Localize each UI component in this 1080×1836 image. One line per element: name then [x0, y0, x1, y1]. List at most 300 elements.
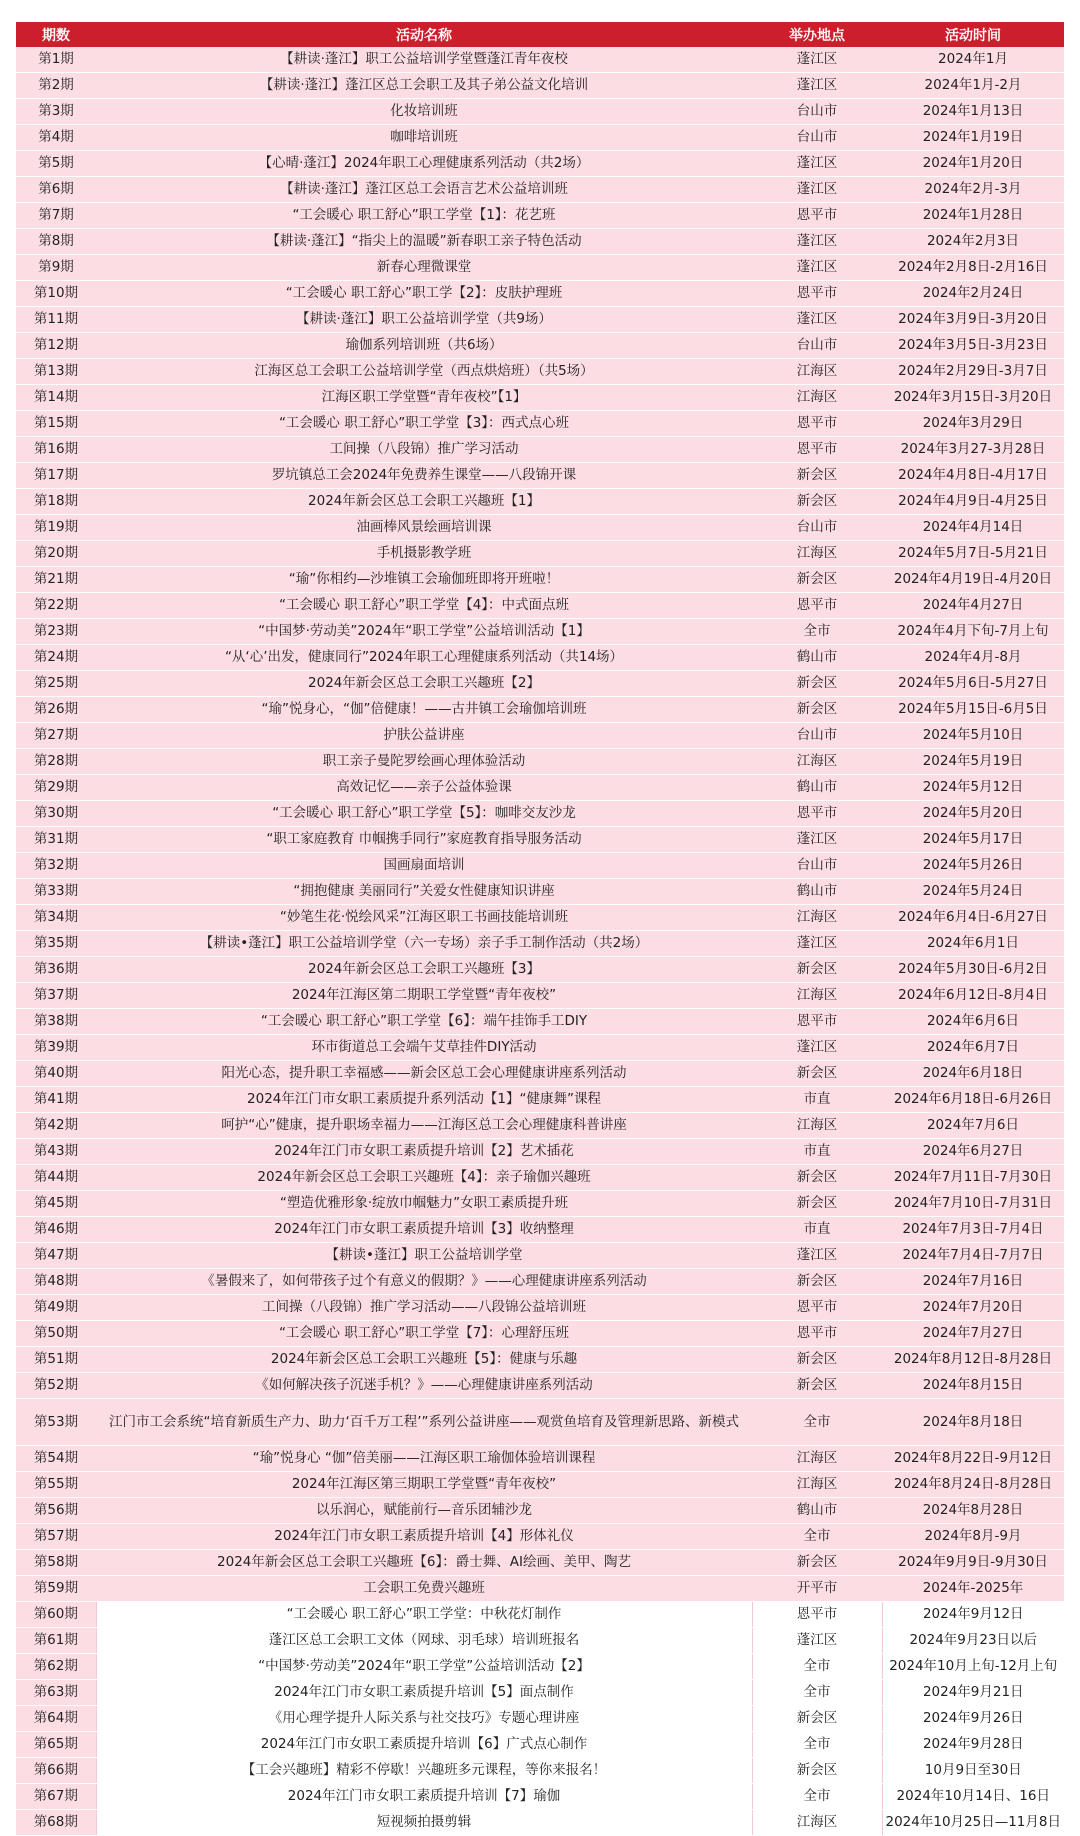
cell-activity-time: 2024年8月22日-9月12日 — [882, 1446, 1064, 1472]
cell-period: 第67期 — [16, 1784, 96, 1810]
cell-location: 蓬江区 — [752, 255, 882, 281]
cell-activity-name: “拥抱健康 美丽同行”关爱女性健康知识讲座 — [96, 879, 752, 905]
cell-period: 第2期 — [16, 73, 96, 99]
cell-location: 蓬江区 — [752, 177, 882, 203]
cell-location: 鹤山市 — [752, 775, 882, 801]
cell-activity-name: 工间操（八段锦）推广学习活动 — [96, 437, 752, 463]
cell-activity-time: 2024年7月10日-7月31日 — [882, 1191, 1064, 1217]
cell-activity-name: 2024年江门市女职工素质提升培训【7】瑜伽 — [96, 1784, 752, 1810]
cell-period: 第6期 — [16, 177, 96, 203]
cell-location: 全市 — [752, 1784, 882, 1810]
cell-period: 第4期 — [16, 125, 96, 151]
cell-activity-name: “瑜”你相约—沙堆镇工会瑜伽班即将开班啦！ — [96, 567, 752, 593]
cell-activity-time: 2024年1月13日 — [882, 99, 1064, 125]
cell-location: 恩平市 — [752, 1321, 882, 1347]
cell-location: 恩平市 — [752, 203, 882, 229]
cell-activity-time: 2024年6月4日-6月27日 — [882, 905, 1064, 931]
cell-activity-time: 2024年8月28日 — [882, 1498, 1064, 1524]
cell-period: 第57期 — [16, 1524, 96, 1550]
cell-period: 第34期 — [16, 905, 96, 931]
table-row — [16, 1399, 1064, 1446]
cell-location: 江海区 — [752, 541, 882, 567]
cell-location: 江海区 — [752, 1810, 882, 1836]
table-row — [16, 1680, 1064, 1706]
cell-location: 新会区 — [752, 1165, 882, 1191]
cell-location: 市直 — [752, 1217, 882, 1243]
cell-activity-name: 【耕读·蓬江】“指尖上的温暖”新春职工亲子特色活动 — [96, 229, 752, 255]
cell-location: 恩平市 — [752, 1295, 882, 1321]
cell-location: 蓬江区 — [752, 307, 882, 333]
cell-period: 第62期 — [16, 1654, 96, 1680]
cell-activity-name: 咖啡培训班 — [96, 125, 752, 151]
cell-activity-name: 《如何解决孩子沉迷手机？》——心理健康讲座系列活动 — [96, 1373, 752, 1399]
cell-activity-name: 化妆培训班 — [96, 99, 752, 125]
cell-activity-time: 2024年5月19日 — [882, 749, 1064, 775]
cell-activity-time: 2024年4月下旬-7月上旬 — [882, 619, 1064, 645]
cell-activity-name: 职工亲子曼陀罗绘画心理体验活动 — [96, 749, 752, 775]
cell-period: 第56期 — [16, 1498, 96, 1524]
cell-activity-name: 高效记忆——亲子公益体验课 — [96, 775, 752, 801]
cell-location: 新会区 — [752, 1550, 882, 1576]
cell-activity-name: 环市街道总工会端午艾草挂件DIY活动 — [96, 1035, 752, 1061]
cell-period: 第54期 — [16, 1446, 96, 1472]
cell-activity-time: 2024年7月4日-7月7日 — [882, 1243, 1064, 1269]
cell-activity-name: “瑜”悦身心，“伽”倍健康！——古井镇工会瑜伽培训班 — [96, 697, 752, 723]
cell-activity-name: “职工家庭教育 巾帼携手同行”家庭教育指导服务活动 — [96, 827, 752, 853]
table-row — [16, 697, 1064, 723]
table-row — [16, 1446, 1064, 1472]
cell-location: 江海区 — [752, 1113, 882, 1139]
cell-location: 全市 — [752, 619, 882, 645]
table-row — [16, 1758, 1064, 1784]
cell-location: 市直 — [752, 1139, 882, 1165]
cell-period: 第28期 — [16, 749, 96, 775]
cell-period: 第27期 — [16, 723, 96, 749]
cell-activity-name: 以乐润心，赋能前行—音乐团辅沙龙 — [96, 1498, 752, 1524]
cell-period: 第5期 — [16, 151, 96, 177]
cell-location: 鹤山市 — [752, 879, 882, 905]
table-row — [16, 73, 1064, 99]
cell-activity-time: 2024年8月12日-8月28日 — [882, 1347, 1064, 1373]
table-row — [16, 333, 1064, 359]
cell-activity-name: “中国梦·劳动美”2024年“职工学堂”公益培训活动【1】 — [96, 619, 752, 645]
cell-activity-name: 罗坑镇总工会2024年免费养生课堂——八段锦开课 — [96, 463, 752, 489]
cell-activity-time: 2024年6月27日 — [882, 1139, 1064, 1165]
cell-activity-name: 护肤公益讲座 — [96, 723, 752, 749]
cell-period: 第31期 — [16, 827, 96, 853]
table-row — [16, 957, 1064, 983]
cell-location: 新会区 — [752, 697, 882, 723]
cell-activity-time: 2024年1月20日 — [882, 151, 1064, 177]
cell-activity-time: 2024年1月 — [882, 47, 1064, 73]
table-row — [16, 463, 1064, 489]
cell-period: 第58期 — [16, 1550, 96, 1576]
cell-activity-name: 呵护“心”健康，提升职场幸福力——江海区总工会心理健康科普讲座 — [96, 1113, 752, 1139]
table-row — [16, 385, 1064, 411]
cell-location: 新会区 — [752, 1269, 882, 1295]
table-row — [16, 1217, 1064, 1243]
cell-location: 新会区 — [752, 1061, 882, 1087]
header-period: 期数 — [16, 22, 96, 47]
cell-location: 江海区 — [752, 905, 882, 931]
cell-activity-time: 2024年3月15日-3月20日 — [882, 385, 1064, 411]
cell-activity-time: 2024年9月26日 — [882, 1706, 1064, 1732]
cell-location: 蓬江区 — [752, 1628, 882, 1654]
cell-activity-name: “工会暖心 职工舒心”职工学堂【1】：花艺班 — [96, 203, 752, 229]
cell-period: 第20期 — [16, 541, 96, 567]
cell-activity-time: 2024年5月15日-6月5日 — [882, 697, 1064, 723]
cell-activity-time: 2024年4月-8月 — [882, 645, 1064, 671]
cell-period: 第23期 — [16, 619, 96, 645]
cell-activity-time: 2024年6月12日-8月4日 — [882, 983, 1064, 1009]
cell-location: 鹤山市 — [752, 1498, 882, 1524]
table-row — [16, 1269, 1064, 1295]
cell-period: 第61期 — [16, 1628, 96, 1654]
cell-activity-time: 2024年5月30日-6月2日 — [882, 957, 1064, 983]
table-row — [16, 827, 1064, 853]
cell-activity-time: 2024年9月21日 — [882, 1680, 1064, 1706]
cell-activity-name: 【心晴·蓬江】2024年职工心理健康系列活动（共2场） — [96, 151, 752, 177]
table-row — [16, 1602, 1064, 1628]
header-activity-time: 活动时间 — [882, 22, 1064, 47]
cell-location: 恩平市 — [752, 437, 882, 463]
cell-period: 第10期 — [16, 281, 96, 307]
table-row — [16, 177, 1064, 203]
cell-activity-time: 2024年5月26日 — [882, 853, 1064, 879]
cell-activity-time: 2024年7月6日 — [882, 1113, 1064, 1139]
cell-activity-name: 2024年江门市女职工素质提升培训【3】收纳整理 — [96, 1217, 752, 1243]
cell-period: 第50期 — [16, 1321, 96, 1347]
table-row — [16, 1373, 1064, 1399]
table-row — [16, 281, 1064, 307]
cell-activity-name: 【工会兴趣班】精彩不停歇！兴趣班多元课程，等你来报名！ — [96, 1758, 752, 1784]
cell-activity-time: 2024年2月8日-2月16日 — [882, 255, 1064, 281]
table-row — [16, 1113, 1064, 1139]
cell-activity-name: 【耕读·蓬江】职工公益培训学堂（共9场） — [96, 307, 752, 333]
activity-table-container — [16, 22, 1064, 1836]
table-row — [16, 515, 1064, 541]
cell-location: 新会区 — [752, 957, 882, 983]
cell-location: 开平市 — [752, 1576, 882, 1602]
cell-location: 新会区 — [752, 1373, 882, 1399]
cell-activity-time: 2024年5月10日 — [882, 723, 1064, 749]
cell-activity-time: 2024年6月18日-6月26日 — [882, 1087, 1064, 1113]
table-row — [16, 1472, 1064, 1498]
cell-activity-name: “从‘心’出发，健康同行”2024年职工心理健康系列活动（共14场） — [96, 645, 752, 671]
cell-period: 第53期 — [16, 1399, 96, 1446]
table-row — [16, 47, 1064, 73]
cell-activity-name: “工会暖心 职工舒心”职工学堂：中秋花灯制作 — [96, 1602, 752, 1628]
cell-period: 第49期 — [16, 1295, 96, 1321]
cell-location: 恩平市 — [752, 1602, 882, 1628]
cell-period: 第22期 — [16, 593, 96, 619]
cell-location: 恩平市 — [752, 281, 882, 307]
cell-period: 第13期 — [16, 359, 96, 385]
cell-activity-name: 新春心理微课堂 — [96, 255, 752, 281]
cell-activity-name: “中国梦·劳动美”2024年“职工学堂”公益培训活动【2】 — [96, 1654, 752, 1680]
cell-activity-time: 2024年9月28日 — [882, 1732, 1064, 1758]
cell-activity-name: 瑜伽系列培训班（共6场） — [96, 333, 752, 359]
cell-location: 台山市 — [752, 125, 882, 151]
cell-period: 第38期 — [16, 1009, 96, 1035]
cell-activity-name: 江海区职工学堂暨“青年夜校”【1】 — [96, 385, 752, 411]
cell-location: 台山市 — [752, 723, 882, 749]
cell-activity-time: 2024年7月27日 — [882, 1321, 1064, 1347]
cell-period: 第26期 — [16, 697, 96, 723]
cell-activity-time: 2024年8月18日 — [882, 1399, 1064, 1446]
cell-activity-time: 2024年7月20日 — [882, 1295, 1064, 1321]
cell-activity-time: 2024年6月7日 — [882, 1035, 1064, 1061]
cell-location: 江海区 — [752, 983, 882, 1009]
cell-location: 蓬江区 — [752, 151, 882, 177]
table-row — [16, 437, 1064, 463]
table-row — [16, 307, 1064, 333]
table-row — [16, 229, 1064, 255]
cell-activity-time: 2024年-2025年 — [882, 1576, 1064, 1602]
cell-activity-name: 【耕读·蓬江】蓬江区总工会职工及其子弟公益文化培训 — [96, 73, 752, 99]
cell-activity-time: 2024年10月14日、16日 — [882, 1784, 1064, 1810]
cell-period: 第43期 — [16, 1139, 96, 1165]
table-row — [16, 1347, 1064, 1373]
cell-period: 第19期 — [16, 515, 96, 541]
cell-period: 第36期 — [16, 957, 96, 983]
cell-activity-time: 2024年1月28日 — [882, 203, 1064, 229]
header-location: 举办地点 — [752, 22, 882, 47]
cell-activity-name: 江门市工会系统“培育新质生产力、助力‘百千万工程’”系列公益讲座——观赏鱼培育及管理新思路、新模式 — [96, 1399, 752, 1446]
table-row — [16, 645, 1064, 671]
cell-activity-name: 阳光心态，提升职工幸福感——新会区总工会心理健康讲座系列活动 — [96, 1061, 752, 1087]
cell-location: 蓬江区 — [752, 229, 882, 255]
cell-period: 第52期 — [16, 1373, 96, 1399]
table-row — [16, 125, 1064, 151]
cell-period: 第55期 — [16, 1472, 96, 1498]
cell-activity-time: 2024年4月14日 — [882, 515, 1064, 541]
cell-activity-time: 2024年9月9日-9月30日 — [882, 1550, 1064, 1576]
cell-period: 第66期 — [16, 1758, 96, 1784]
cell-period: 第40期 — [16, 1061, 96, 1087]
table-row — [16, 879, 1064, 905]
cell-location: 蓬江区 — [752, 1035, 882, 1061]
cell-activity-time: 2024年4月27日 — [882, 593, 1064, 619]
cell-period: 第35期 — [16, 931, 96, 957]
cell-activity-name: 2024年新会区总工会职工兴趣班【4】：亲子瑜伽兴趣班 — [96, 1165, 752, 1191]
cell-activity-time: 2024年4月9日-4月25日 — [882, 489, 1064, 515]
cell-activity-time: 2024年5月20日 — [882, 801, 1064, 827]
cell-activity-time: 2024年9月23日以后 — [882, 1628, 1064, 1654]
table-row — [16, 255, 1064, 281]
cell-location: 蓬江区 — [752, 1243, 882, 1269]
cell-location: 全市 — [752, 1654, 882, 1680]
cell-activity-time: 2024年6月18日 — [882, 1061, 1064, 1087]
cell-activity-time: 2024年2月3日 — [882, 229, 1064, 255]
cell-activity-time: 2024年10月25日—11月8日 — [882, 1810, 1064, 1836]
cell-activity-time: 10月9日至30日 — [882, 1758, 1064, 1784]
table-header — [16, 22, 1064, 47]
cell-activity-time: 2024年2月29日-3月7日 — [882, 359, 1064, 385]
table-row — [16, 775, 1064, 801]
cell-activity-name: 蓬江区总工会职工文体（网球、羽毛球）培训班报名 — [96, 1628, 752, 1654]
cell-activity-name: 工会职工免费兴趣班 — [96, 1576, 752, 1602]
cell-period: 第37期 — [16, 983, 96, 1009]
table-row — [16, 1784, 1064, 1810]
cell-period: 第24期 — [16, 645, 96, 671]
table-row — [16, 749, 1064, 775]
cell-activity-name: 工间操（八段锦）推广学习活动——八段锦公益培训班 — [96, 1295, 752, 1321]
cell-activity-name: 2024年新会区总工会职工兴趣班【5】：健康与乐趣 — [96, 1347, 752, 1373]
cell-period: 第68期 — [16, 1810, 96, 1836]
cell-period: 第18期 — [16, 489, 96, 515]
cell-activity-time: 2024年6月1日 — [882, 931, 1064, 957]
cell-activity-name: 手机摄影教学班 — [96, 541, 752, 567]
cell-location: 江海区 — [752, 359, 882, 385]
cell-activity-time: 2024年5月24日 — [882, 879, 1064, 905]
cell-period: 第29期 — [16, 775, 96, 801]
cell-location: 全市 — [752, 1680, 882, 1706]
cell-period: 第14期 — [16, 385, 96, 411]
cell-activity-time: 2024年8月-9月 — [882, 1524, 1064, 1550]
cell-location: 台山市 — [752, 515, 882, 541]
cell-period: 第25期 — [16, 671, 96, 697]
table-row — [16, 1295, 1064, 1321]
header-row — [16, 22, 1064, 47]
table-row — [16, 1243, 1064, 1269]
cell-location: 蓬江区 — [752, 931, 882, 957]
cell-period: 第45期 — [16, 1191, 96, 1217]
table-row — [16, 203, 1064, 229]
cell-period: 第16期 — [16, 437, 96, 463]
cell-activity-name: 2024年江门市女职工素质提升培训【2】艺术插花 — [96, 1139, 752, 1165]
cell-location: 江海区 — [752, 749, 882, 775]
table-row — [16, 1810, 1064, 1836]
table-row — [16, 411, 1064, 437]
cell-period: 第65期 — [16, 1732, 96, 1758]
cell-period: 第60期 — [16, 1602, 96, 1628]
cell-activity-name: 2024年江门市女职工素质提升培训【5】面点制作 — [96, 1680, 752, 1706]
cell-period: 第17期 — [16, 463, 96, 489]
table-row — [16, 905, 1064, 931]
table-row — [16, 1550, 1064, 1576]
cell-period: 第48期 — [16, 1269, 96, 1295]
table-row — [16, 801, 1064, 827]
cell-activity-name: 2024年江门市女职工素质提升培训【4】形体礼仪 — [96, 1524, 752, 1550]
cell-location: 市直 — [752, 1087, 882, 1113]
table-row — [16, 1524, 1064, 1550]
cell-location: 新会区 — [752, 567, 882, 593]
header-activity-name: 活动名称 — [96, 22, 752, 47]
cell-activity-time: 2024年4月8日-4月17日 — [882, 463, 1064, 489]
cell-activity-name: “工会暖心 职工舒心”职工学堂【7】：心理舒压班 — [96, 1321, 752, 1347]
table-row — [16, 1576, 1064, 1602]
table-row — [16, 1061, 1064, 1087]
table-row — [16, 1706, 1064, 1732]
cell-activity-name: 2024年江门市女职工素质提升培训【6】广式点心制作 — [96, 1732, 752, 1758]
table-row — [16, 723, 1064, 749]
cell-activity-name: “工会暖心 职工舒心”职工学堂【6】：端午挂饰手工DIY — [96, 1009, 752, 1035]
cell-activity-name: “工会暖心 职工舒心”职工学【2】：皮肤护理班 — [96, 281, 752, 307]
table-row — [16, 1628, 1064, 1654]
cell-activity-name: 2024年江门市女职工素质提升系列活动【1】“健康舞”课程 — [96, 1087, 752, 1113]
cell-activity-name: 【耕读•蓬江】职工公益培训学堂 — [96, 1243, 752, 1269]
cell-activity-time: 2024年3月5日-3月23日 — [882, 333, 1064, 359]
cell-period: 第39期 — [16, 1035, 96, 1061]
cell-period: 第41期 — [16, 1087, 96, 1113]
cell-location: 蓬江区 — [752, 827, 882, 853]
cell-location: 恩平市 — [752, 411, 882, 437]
table-row — [16, 1498, 1064, 1524]
cell-activity-name: “妙笔生花·悦绘风采”江海区职工书画技能培训班 — [96, 905, 752, 931]
table-row — [16, 931, 1064, 957]
cell-activity-name: 江海区总工会职工公益培训学堂（西点烘焙班）（共5场） — [96, 359, 752, 385]
cell-activity-time: 2024年2月-3月 — [882, 177, 1064, 203]
cell-activity-name: 2024年新会区总工会职工兴趣班【3】 — [96, 957, 752, 983]
cell-location: 恩平市 — [752, 593, 882, 619]
table-row — [16, 1139, 1064, 1165]
cell-location: 蓬江区 — [752, 73, 882, 99]
cell-location: 恩平市 — [752, 1009, 882, 1035]
cell-location: 新会区 — [752, 671, 882, 697]
cell-location: 新会区 — [752, 489, 882, 515]
cell-location: 新会区 — [752, 1191, 882, 1217]
cell-activity-name: 【耕读·蓬江】职工公益培训学堂暨蓬江青年夜校 — [96, 47, 752, 73]
cell-activity-name: “工会暖心 职工舒心”职工学堂【5】：咖啡交友沙龙 — [96, 801, 752, 827]
cell-activity-time: 2024年1月19日 — [882, 125, 1064, 151]
cell-location: 全市 — [752, 1399, 882, 1446]
cell-location: 鹤山市 — [752, 645, 882, 671]
cell-activity-name: “瑜”悦身心 “伽”倍美丽——江海区职工瑜伽体验培训课程 — [96, 1446, 752, 1472]
cell-period: 第12期 — [16, 333, 96, 359]
cell-location: 新会区 — [752, 1758, 882, 1784]
cell-period: 第44期 — [16, 1165, 96, 1191]
cell-activity-time: 2024年9月12日 — [882, 1602, 1064, 1628]
cell-period: 第42期 — [16, 1113, 96, 1139]
cell-period: 第11期 — [16, 307, 96, 333]
cell-activity-time: 2024年3月27-3月28日 — [882, 437, 1064, 463]
table-row — [16, 1654, 1064, 1680]
cell-activity-name: 油画棒风景绘画培训课 — [96, 515, 752, 541]
cell-activity-name: “工会暖心 职工舒心”职工学堂【4】：中式面点班 — [96, 593, 752, 619]
cell-location: 台山市 — [752, 853, 882, 879]
cell-location: 新会区 — [752, 463, 882, 489]
cell-activity-name: 2024年新会区总工会职工兴趣班【1】 — [96, 489, 752, 515]
cell-period: 第30期 — [16, 801, 96, 827]
cell-activity-name: 《暑假来了，如何带孩子过个有意义的假期？》——心理健康讲座系列活动 — [96, 1269, 752, 1295]
cell-period: 第1期 — [16, 47, 96, 73]
cell-location: 全市 — [752, 1524, 882, 1550]
cell-activity-time: 2024年5月12日 — [882, 775, 1064, 801]
cell-location: 新会区 — [752, 1347, 882, 1373]
cell-activity-name: 2024年江海区第三期职工学堂暨“青年夜校” — [96, 1472, 752, 1498]
cell-period: 第47期 — [16, 1243, 96, 1269]
cell-activity-time: 2024年3月9日-3月20日 — [882, 307, 1064, 333]
cell-activity-time: 2024年6月6日 — [882, 1009, 1064, 1035]
cell-activity-time: 2024年2月24日 — [882, 281, 1064, 307]
cell-period: 第46期 — [16, 1217, 96, 1243]
table-row — [16, 593, 1064, 619]
cell-activity-time: 2024年1月-2月 — [882, 73, 1064, 99]
cell-location: 台山市 — [752, 99, 882, 125]
cell-period: 第51期 — [16, 1347, 96, 1373]
cell-activity-name: “工会暖心 职工舒心”职工学堂【3】：西式点心班 — [96, 411, 752, 437]
cell-activity-time: 2024年5月6日-5月27日 — [882, 671, 1064, 697]
cell-activity-time: 2024年4月19日-4月20日 — [882, 567, 1064, 593]
table-row — [16, 567, 1064, 593]
table-row — [16, 1191, 1064, 1217]
cell-activity-name: 《用心理学提升人际关系与社交技巧》专题心理讲座 — [96, 1706, 752, 1732]
cell-period: 第21期 — [16, 567, 96, 593]
cell-activity-time: 2024年7月3日-7月4日 — [882, 1217, 1064, 1243]
cell-activity-name: 【耕读•蓬江】职工公益培训学堂（六一专场）亲子手工制作活动（共2场） — [96, 931, 752, 957]
cell-location: 恩平市 — [752, 801, 882, 827]
